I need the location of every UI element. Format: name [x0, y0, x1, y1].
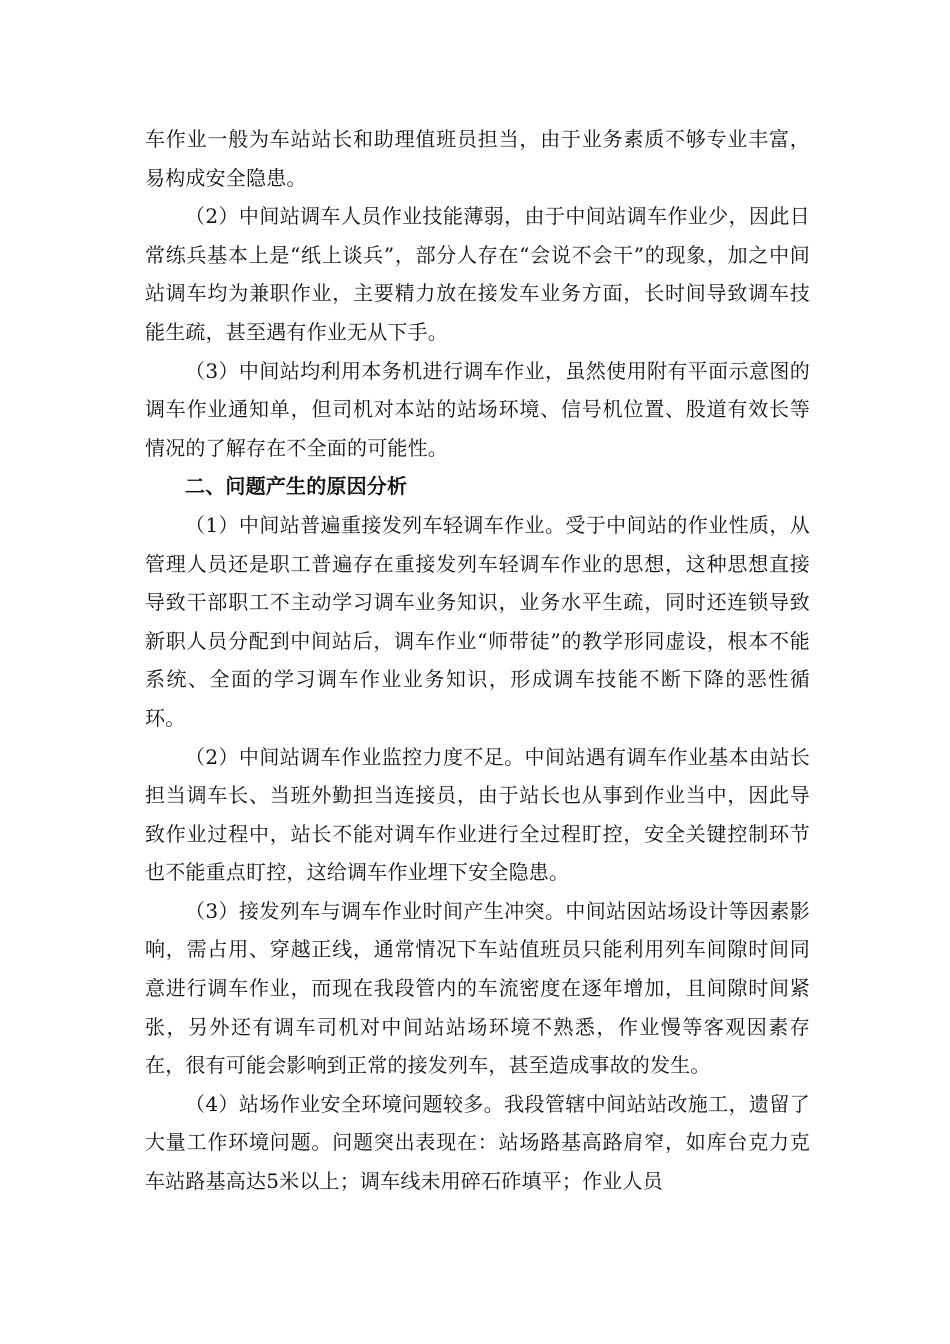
paragraph-continuation: 车作业一般为车站站长和助理值班员担当，由于业务素质不够专业丰富，易构成安全隐患。: [145, 127, 810, 190]
paragraph-cause-2: （2）中间站调车作业监控力度不足。中间站遇有调车作业基本由站长担当调车长、当班外勤担当连接员，由于站长也从事到作业当中，因此导致作业过程中，站长不能对调车作业进行全过程盯控，安全关键控制环节也不能重点盯控，这给调车作业埋下安全隐患。: [145, 744, 810, 885]
paragraph-item-3-locomotive: （3）中间站均利用本务机进行调车作业，虽然使用附有平面示意图的调车作业通知单，但司机对本站的站场环境、信号机位置、股道有效长等情况的了解存在不全面的可能性。: [145, 358, 810, 460]
paragraph-item-2-skills: （2）中间站调车人员作业技能薄弱，由于中间站调车作业少，因此日常练兵基本上是“纸上谈兵”，部分人存在“会说不会干”的现象，加之中间站调车均为兼职作业，主要精力放在接发车业务方面，长时间导致调车技能生疏，甚至遇有作业无从下手。: [145, 204, 810, 344]
section-heading-cause-analysis: 二、问题产生的原因分析: [185, 474, 408, 499]
document-body: [145, 120, 810, 1201]
paragraph-cause-3: （3）接发列车与调车作业时间产生冲突。中间站因站场设计等因素影响，需占用、穿越正线，通常情况下车站值班员只能利用列车间隙时间同意进行调车作业，而现在我段管内的车流密度在逐年增加，且间隙时间紧张，另外还有调车司机对中间站站场环境不熟悉，作业慢等客观因素存在，很有可能会影响到正常的接发列车，甚至造成事故的发生。: [145, 898, 810, 1078]
paragraph-cause-1: （1）中间站普遍重接发列车轻调车作业。受于中间站的作业性质，从管理人员还是职工普遍存在重接发列车轻调车作业的思想，这种思想直接导致干部职工不主动学习调车业务知识，业务水平生疏，同时还连锁导致新职人员分配到中间站后，调车作业“师带徒”的教学形同虚设，根本不能系统、全面的学习调车作业业务知识，形成调车技能不断下降的恶性循环。: [145, 512, 810, 730]
paragraph-cause-4: （4）站场作业安全环境问题较多。我段管辖中间站站改施工，遗留了大量工作环境问题。问题突出表现在：站场路基高路肩窄，如库台克力克车站路基高达5米以上；调车线未用碎石砟填平；作业人员: [145, 1091, 810, 1194]
